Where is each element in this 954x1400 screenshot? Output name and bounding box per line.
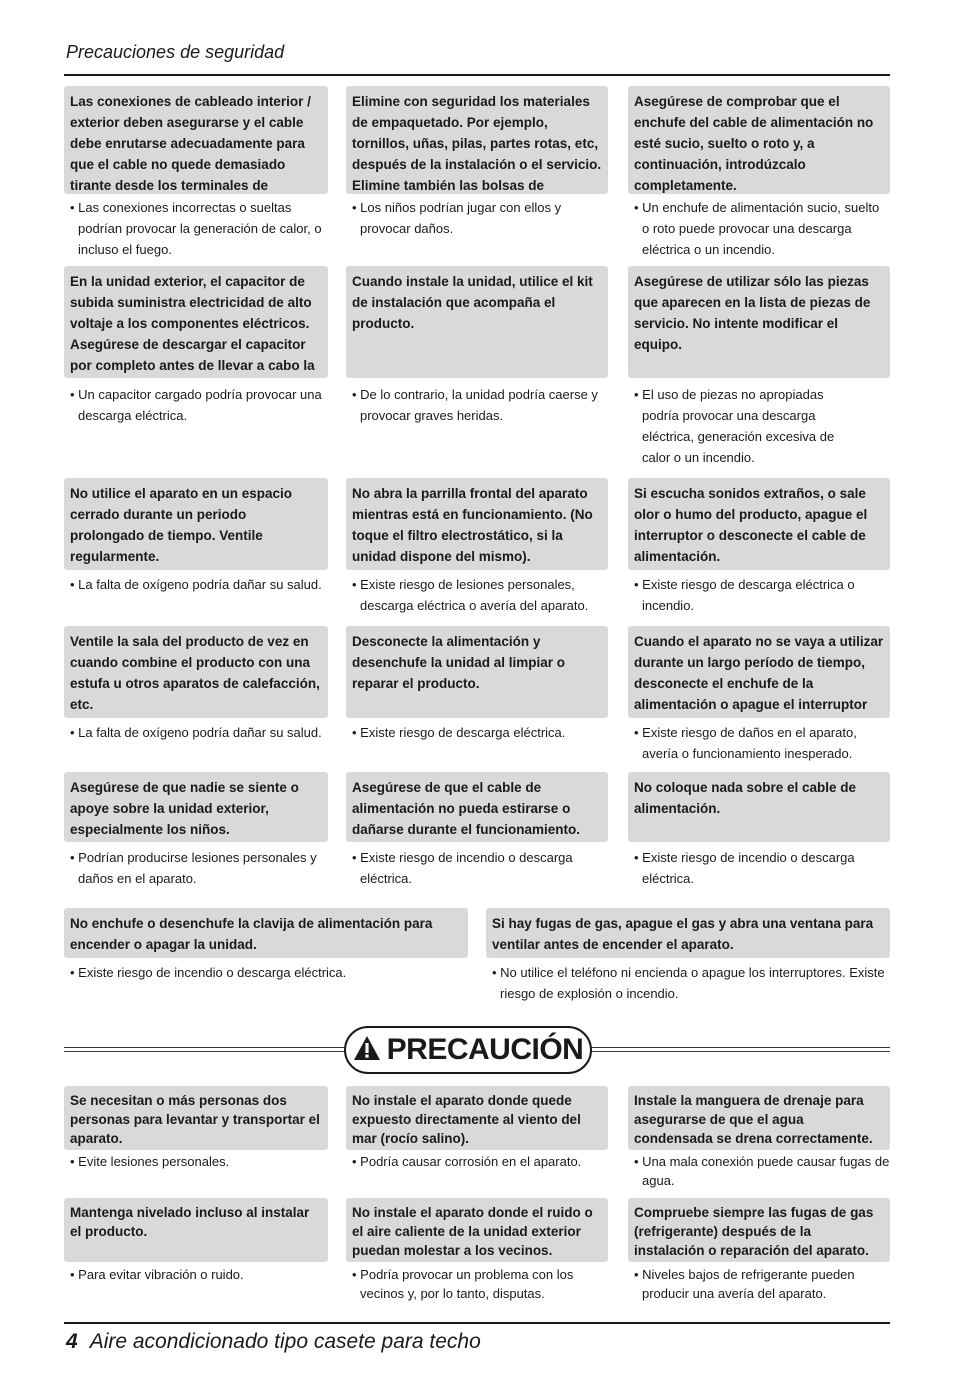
warning-box: Elimine con seguridad los materiales de empaquetado. Por ejemplo, tornillos, uñas, pilas, partes rotas, etc, después de la instalación o el servicio. Elimine también las bolsas de xyxy=(346,86,608,194)
caution-note: • Niveles bajos de refrigerante pueden producir una avería del aparato. xyxy=(628,1265,868,1303)
header-rule xyxy=(64,74,890,76)
warning-box: Asegúrese de comprobar que el enchufe del cable de alimentación no esté sucio, suelto o roto y, a continuación, introdúzcalo completamente. xyxy=(628,86,890,194)
page-header-title: Precauciones de seguridad xyxy=(66,42,285,62)
warning-note: • Existe riesgo de descarga eléctrica o incendio. xyxy=(628,574,868,616)
warning-note: • Un capacitor cargado podría provocar una descarga eléctrica. xyxy=(64,384,328,426)
warning-note: • La falta de oxígeno podría dañar su salud. xyxy=(64,722,328,743)
warning-box: Asegúrese de que nadie se siente o apoye sobre la unidad exterior, especialmente los niños. xyxy=(64,772,328,842)
warning-note: • Existe riesgo de incendio o descarga eléctrica. xyxy=(64,962,468,983)
warning-box: Si hay fugas de gas, apague el gas y abra una ventana para ventilar antes de encender el aparato. xyxy=(486,908,890,958)
warning-box: No coloque nada sobre el cable de alimentación. xyxy=(628,772,890,842)
caution-box: Compruebe siempre las fugas de gas (refrigerante) después de la instalación o reparación del aparato. xyxy=(628,1198,890,1262)
warning-box: Si escucha sonidos extraños, o sale olor o humo del producto, apague el interruptor o desconecte el cable de alimentación. xyxy=(628,478,890,570)
page-number: 4 xyxy=(66,1330,78,1353)
caution-box: No instale el aparato donde quede expuesto directamente al viento del mar (rocío salino). xyxy=(346,1086,608,1150)
caution-note: • Una mala conexión puede causar fugas de agua. xyxy=(628,1152,890,1190)
warning-box: En la unidad exterior, el capacitor de subida suministra electricidad de alto voltaje a los componentes eléctricos. Asegúrese de descargar el capacitor por completo antes de llevar a cabo la xyxy=(64,266,328,378)
warning-note: • No utilice el teléfono ni encienda o apague los interruptores. Existe riesgo de explosión o incendio. xyxy=(486,962,890,1004)
warning-box: Asegúrese de que el cable de alimentación no pueda estirarse o dañarse durante el funcionamiento. xyxy=(346,772,608,842)
warning-note: • Las conexiones incorrectas o sueltas podrían provocar la generación de calor, o incluso el fuego. xyxy=(64,197,328,260)
warning-note: • Un enchufe de alimentación sucio, suelto o roto puede provocar una descarga eléctrica o un incendio. xyxy=(628,197,890,260)
caution-note: • Podría provocar un problema con los vecinos y, por lo tanto, disputas. xyxy=(346,1265,586,1303)
warning-box: Cuando instale la unidad, utilice el kit de instalación que acompaña el producto. xyxy=(346,266,608,378)
caution-box: Mantenga nivelado incluso al instalar el producto. xyxy=(64,1198,328,1262)
warning-note: • Existe riesgo de daños en el aparato, avería o funcionamiento inesperado. xyxy=(628,722,890,764)
warning-note: • Los niños podrían jugar con ellos y provocar daños. xyxy=(346,197,608,239)
warning-box: Desconecte la alimentación y desenchufe la unidad al limpiar o reparar el producto. xyxy=(346,626,608,718)
caution-banner xyxy=(344,1026,592,1074)
warning-note: • Existe riesgo de incendio o descarga eléctrica. xyxy=(346,847,586,889)
warning-triangle-icon xyxy=(353,1035,381,1066)
warning-box: No abra la parrilla frontal del aparato mientras está en funcionamiento. (No toque el filtro electrostático, si la unidad dispone del mismo). xyxy=(346,478,608,570)
warning-note: • El uso de piezas no apropiadas podría provocar una descarga eléctrica, generación excesiva de calor o un incendio. xyxy=(628,384,858,468)
caution-box: No instale el aparato donde el ruido o el aire caliente de la unidad exterior puedan molestar a los vecinos. xyxy=(346,1198,608,1262)
warning-note: • Existe riesgo de incendio o descarga eléctrica. xyxy=(628,847,868,889)
banner-rule-left xyxy=(64,1047,346,1052)
warning-box: No utilice el aparato en un espacio cerrado durante un periodo prolongado de tiempo. Ventile regularmente. xyxy=(64,478,328,570)
footer-rule xyxy=(64,1322,890,1324)
warning-box: No enchufe o desenchufe la clavija de alimentación para encender o apagar la unidad. xyxy=(64,908,468,958)
warning-note: • De lo contrario, la unidad podría caerse y provocar graves heridas. xyxy=(346,384,608,426)
warning-box: Ventile la sala del producto de vez en cuando combine el producto con una estufa u otros aparatos de calefacción, etc. xyxy=(64,626,328,718)
footer-title: Aire acondicionado tipo casete para techo xyxy=(89,1330,481,1353)
warning-note: • La falta de oxígeno podría dañar su salud. xyxy=(64,574,328,595)
caution-note: • Evite lesiones personales. xyxy=(64,1152,328,1171)
warning-box: Las conexiones de cableado interior / exterior deben asegurarse y el cable debe enrutarse adecuadamente para que el cable no quede demasiado tirante desde los terminales de xyxy=(64,86,328,194)
banner-rule-right xyxy=(590,1047,890,1052)
warning-box: Asegúrese de utilizar sólo las piezas que aparecen en la lista de piezas de servicio. No intente modificar el equipo. xyxy=(628,266,890,378)
caution-note: • Podría causar corrosión en el aparato. xyxy=(346,1152,608,1171)
caution-box: Se necesitan o más personas dos personas para levantar y transportar el aparato. xyxy=(64,1086,328,1150)
page-footer xyxy=(66,1330,481,1354)
warning-note: • Existe riesgo de lesiones personales, descarga eléctrica o avería del aparato. xyxy=(346,574,608,616)
caution-box: Instale la manguera de drenaje para asegurarse de que el agua condensada se drena correctamente. xyxy=(628,1086,890,1150)
warning-note: • Existe riesgo de descarga eléctrica. xyxy=(346,722,608,743)
warning-box: Cuando el aparato no se vaya a utilizar durante un largo período de tiempo, desconecte el enchufe de la alimentación o apague el interruptor xyxy=(628,626,890,718)
caution-label: PRECAUCIÓN xyxy=(386,1033,584,1066)
warning-note: • Podrían producirse lesiones personales y daños en el aparato. xyxy=(64,847,328,889)
caution-note: • Para evitar vibración o ruido. xyxy=(64,1265,328,1284)
